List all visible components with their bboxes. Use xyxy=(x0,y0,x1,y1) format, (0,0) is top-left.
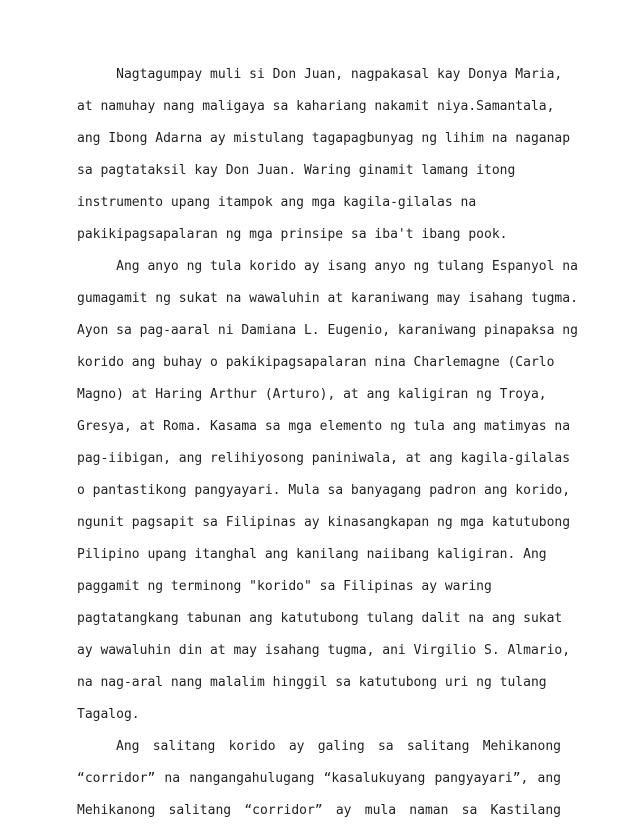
text-line: na nag-aral nang malalim hinggil sa katutubong uri ng tulang xyxy=(77,675,547,690)
text-line: sa pagtataksil kay Don Juan. Waring ginamit lamang itong xyxy=(77,163,516,178)
text-line: ang Ibong Adarna ay mistulang tagapagbunyag ng lihim na naganap xyxy=(77,131,571,146)
text-line: korido ang buhay o pakikipagsapalaran nina Charlemagne (Carlo xyxy=(77,355,555,370)
text-line: Nagtagumpay muli si Don Juan, nagpakasal kay Donya Maria, xyxy=(77,67,563,82)
text-line: Mehikanong salitang “corridor” ay mula naman sa Kastilang xyxy=(77,803,561,818)
text-line: Pilipino upang itanghal ang kanilang naiibang kaligiran. Ang xyxy=(77,547,547,562)
text-line: ay wawaluhin din at may isahang tugma, ani Virgilio S. Almario, xyxy=(77,643,571,658)
text-line: Ayon sa pag-aaral ni Damiana L. Eugenio, karaniwang pinapaksa ng xyxy=(77,323,578,338)
text-line: ngunit pagsapit sa Filipinas ay kinasangkapan ng mga katutubong xyxy=(77,515,571,530)
text-line: o pantastikong pangyayari. Mula sa banyagang padron ang korido, xyxy=(77,483,571,498)
text-line: Ang salitang korido ay galing sa salitang Mehikanong xyxy=(116,739,561,754)
text-line: Tagalog. xyxy=(77,707,140,722)
text-line: pagtatangkang tabunan ang katutubong tulang dalit na ang sukat xyxy=(77,611,563,626)
text-line: at namuhay nang maligaya sa kahariang nakamit niya.Samantala, xyxy=(77,99,555,114)
text-line: “corridor” na nangangahulugang “kasalukuyang pangyayari”, ang xyxy=(77,771,561,786)
text-line: pakikipagsapalaran ng mga prinsipe sa iba't ibang pook. xyxy=(77,227,508,242)
text-line: instrumento upang itampok ang mga kagila-gilalas na xyxy=(77,195,477,210)
text-line: paggamit ng terminong "korido" sa Filipinas ay waring xyxy=(77,579,492,594)
text-line: gumagamit ng sukat na wawaluhin at karaniwang may isahang tugma. xyxy=(77,291,578,306)
text-line: Magno) at Haring Arthur (Arturo), at ang kaligiran ng Troya, xyxy=(77,387,547,402)
text-line: pag-iibigan, ang relihiyosong paniniwala, at ang kagila-gilalas xyxy=(77,451,571,466)
text-line: Gresya, at Roma. Kasama sa mga elemento ng tula ang matimyas na xyxy=(77,419,571,434)
text-line: Ang anyo ng tula korido ay isang anyo ng tulang Espanyol na xyxy=(77,259,578,274)
